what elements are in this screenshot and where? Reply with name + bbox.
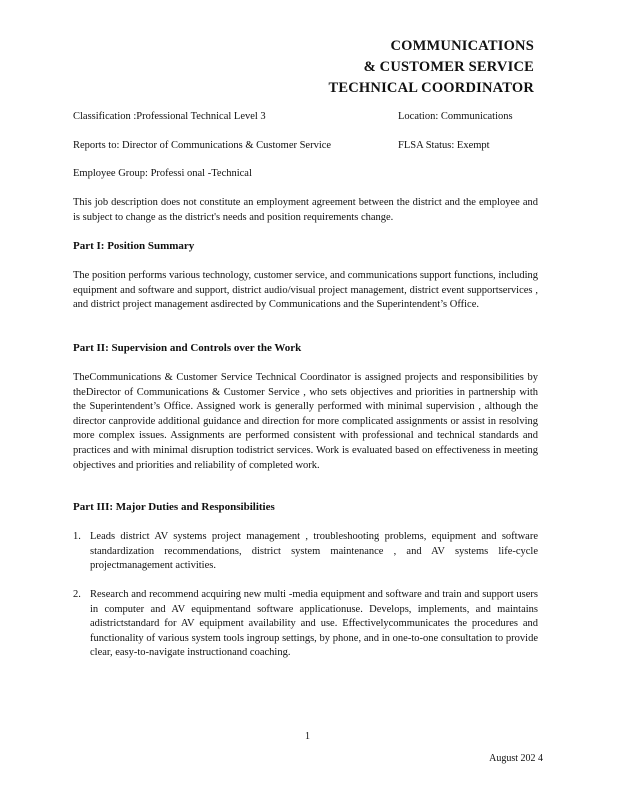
- location: Location: Communications: [398, 111, 513, 122]
- document-title: [329, 36, 535, 99]
- duty-item: [73, 530, 538, 574]
- disclaimer: This job description does not constitute an employment agreement between the district and the employee and is subject to change as the district's needs and position requirements change.: [73, 197, 538, 223]
- duty-number: 2.: [73, 589, 81, 600]
- title-line-3: TECHNICAL COORDINATOR: [328, 80, 534, 96]
- part-2-heading: Part II: Supervision and Controls over the Work: [73, 342, 302, 354]
- title-line-1: COMMUNICATIONS: [390, 38, 534, 54]
- part-1-text: The position performs various technology, customer service, and communications support functions, including equipment and software and support, district audio/visual project management, district event supportservices , and district project management asdirected by Communications and the Superintendent’s Office.: [73, 270, 538, 311]
- duty-item: [73, 588, 538, 661]
- duty-number: 1.: [73, 531, 81, 542]
- part-3-heading: Part III: Major Duties and Responsibilities: [73, 501, 275, 513]
- duty-text: Leads district AV systems project management , troubleshooting problems, equipment and software standardization recommendations, district system maintenance , and AV systems life-cycle projectmanagement activities.: [90, 531, 538, 572]
- footer-date: August 202 4: [489, 753, 543, 764]
- part-1-heading: Part I: Position Summary: [73, 240, 195, 252]
- part-2-text: TheCommunications & Customer Service Technical Coordinator is assigned projects and responsibilities by theDirector of Communications & Customer Service , who sets objectives and priorities in partnership with the Superintendent’s Office. Assigned work is generally performed with minimal supervision , although the director canprovide additional guidance and direction for more complicated assignments or assist in resolving more complex issues. Assignments are performed consistent with professional and technical standards and practices and with minimal disruption todistrict services. Work is evaluated based on effectiveness in meeting objectives and priorities and reliability of completed work.: [73, 372, 538, 471]
- title-line-2: & CUSTOMER SERVICE: [363, 59, 534, 75]
- page-number: 1: [305, 731, 310, 742]
- reports-to: Reports to: Director of Communications & Customer Service: [73, 140, 332, 151]
- employee-group: Employee Group: Professi onal -Technical: [73, 168, 252, 179]
- flsa-status: FLSA Status: Exempt: [398, 140, 490, 151]
- classification: Classification :Professional Technical Level 3: [73, 111, 266, 122]
- duty-text: Research and recommend acquiring new multi -media equipment and software and train and support users in computer and AV equipmentand software applicationuse. Develops, implements, and maintains adistrictstandard for AV equipment availability and use. Effectivelycommunicates the procedures and functionality of various system tools ingroup settings, by phone, and in one-to-one consultation to provide clear, easy-to-navigate instructionand coaching.: [90, 589, 538, 659]
